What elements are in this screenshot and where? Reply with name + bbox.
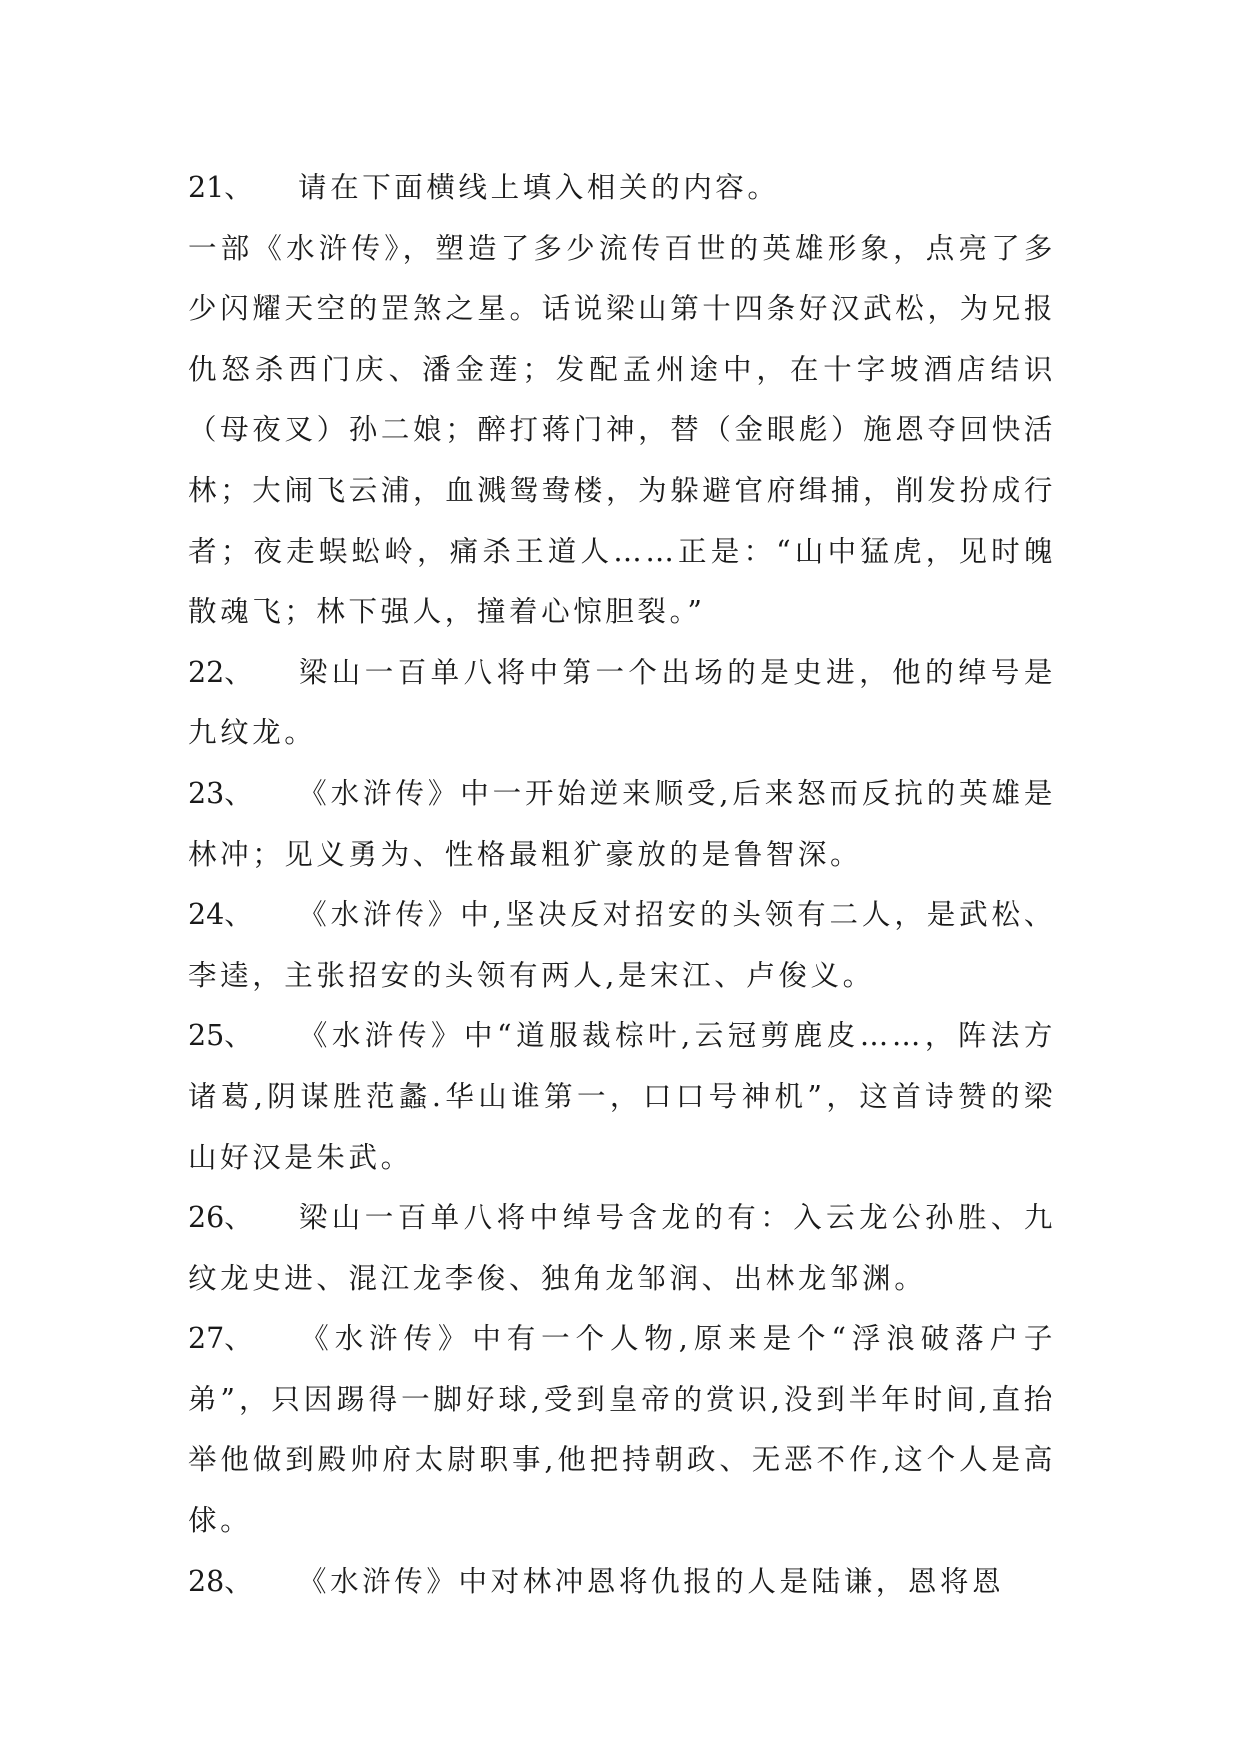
question-text: 梁山一百单八将中绰号含龙的有：入云龙公孙胜、九纹龙史进、混江龙李俊、独角龙邹润、出林龙邹渊。: [188, 1201, 1056, 1295]
document-body: [188, 158, 1056, 1612]
question-number: 25、: [188, 1019, 253, 1053]
question-number: 23、: [188, 776, 253, 810]
question-number: 21、: [188, 171, 253, 204]
question-28: [188, 1552, 1056, 1613]
question-number: 28、: [188, 1564, 253, 1598]
question-number: 22、: [188, 655, 253, 689]
question-21-passage: [188, 219, 1056, 643]
question-text: 《水浒传》中有一个人物,原来是个“浮浪破落户子弟”，只因踢得一脚好球,受到皇帝的赏识,没到半年时间,直抬举他做到殿帅府太尉职事,他把持朝政、无恶不作,这个人是高俅。: [188, 1322, 1056, 1538]
question-text: 《水浒传》中一开始逆来顺受,后来怒而反抗的英雄是林冲；见义勇为、性格最粗犷豪放的是鲁智深。: [188, 776, 1056, 871]
question-21: [188, 158, 1056, 219]
passage-text: 一部《水浒传》，塑造了多少流传百世的英雄形象，点亮了多少闪耀天空的罡煞之星。话说梁山第十四条好汉武松，为兄报仇怒杀西门庆、潘金莲；发配孟州途中，在十字坡酒店结识（母夜叉）孙二娘；醉打蒋门神，替（金眼彪）施恩夺回快活林；大闹飞云浦，血溅鸳鸯楼，为躲避官府缉捕，削发扮成行者；夜走蜈蚣岭，痛杀王道人……正是：“山中猛虎，见时魄散魂飞；林下强人，撞着心惊胆裂。”: [188, 231, 1056, 629]
question-23: [188, 764, 1056, 885]
question-number: 26、: [188, 1201, 253, 1235]
question-24: [188, 885, 1056, 1006]
question-27: [188, 1309, 1056, 1551]
question-25: [188, 1006, 1056, 1188]
question-text: 《水浒传》中“道服裁棕叶,云冠剪鹿皮……，阵法方诸葛,阴谋胜范蠡.华山谁第一，口口号神机”，这首诗赞的梁山好汉是朱武。: [188, 1019, 1056, 1174]
question-text: 请在下面横线上填入相关的内容。: [298, 171, 780, 204]
question-number: 27、: [188, 1322, 253, 1356]
question-22: [188, 643, 1056, 764]
question-number: 24、: [188, 898, 253, 932]
question-text: 梁山一百单八将中第一个出场的是史进，他的绰号是九纹龙。: [188, 655, 1056, 750]
question-text: 《水浒传》中对林冲恩将仇报的人是陆谦，恩将恩: [298, 1564, 1005, 1598]
question-text: 《水浒传》中,坚决反对招安的头领有二人，是武松、李逵，主张招安的头领有两人,是宋江、卢俊义。: [188, 898, 1056, 992]
question-26: [188, 1188, 1056, 1309]
